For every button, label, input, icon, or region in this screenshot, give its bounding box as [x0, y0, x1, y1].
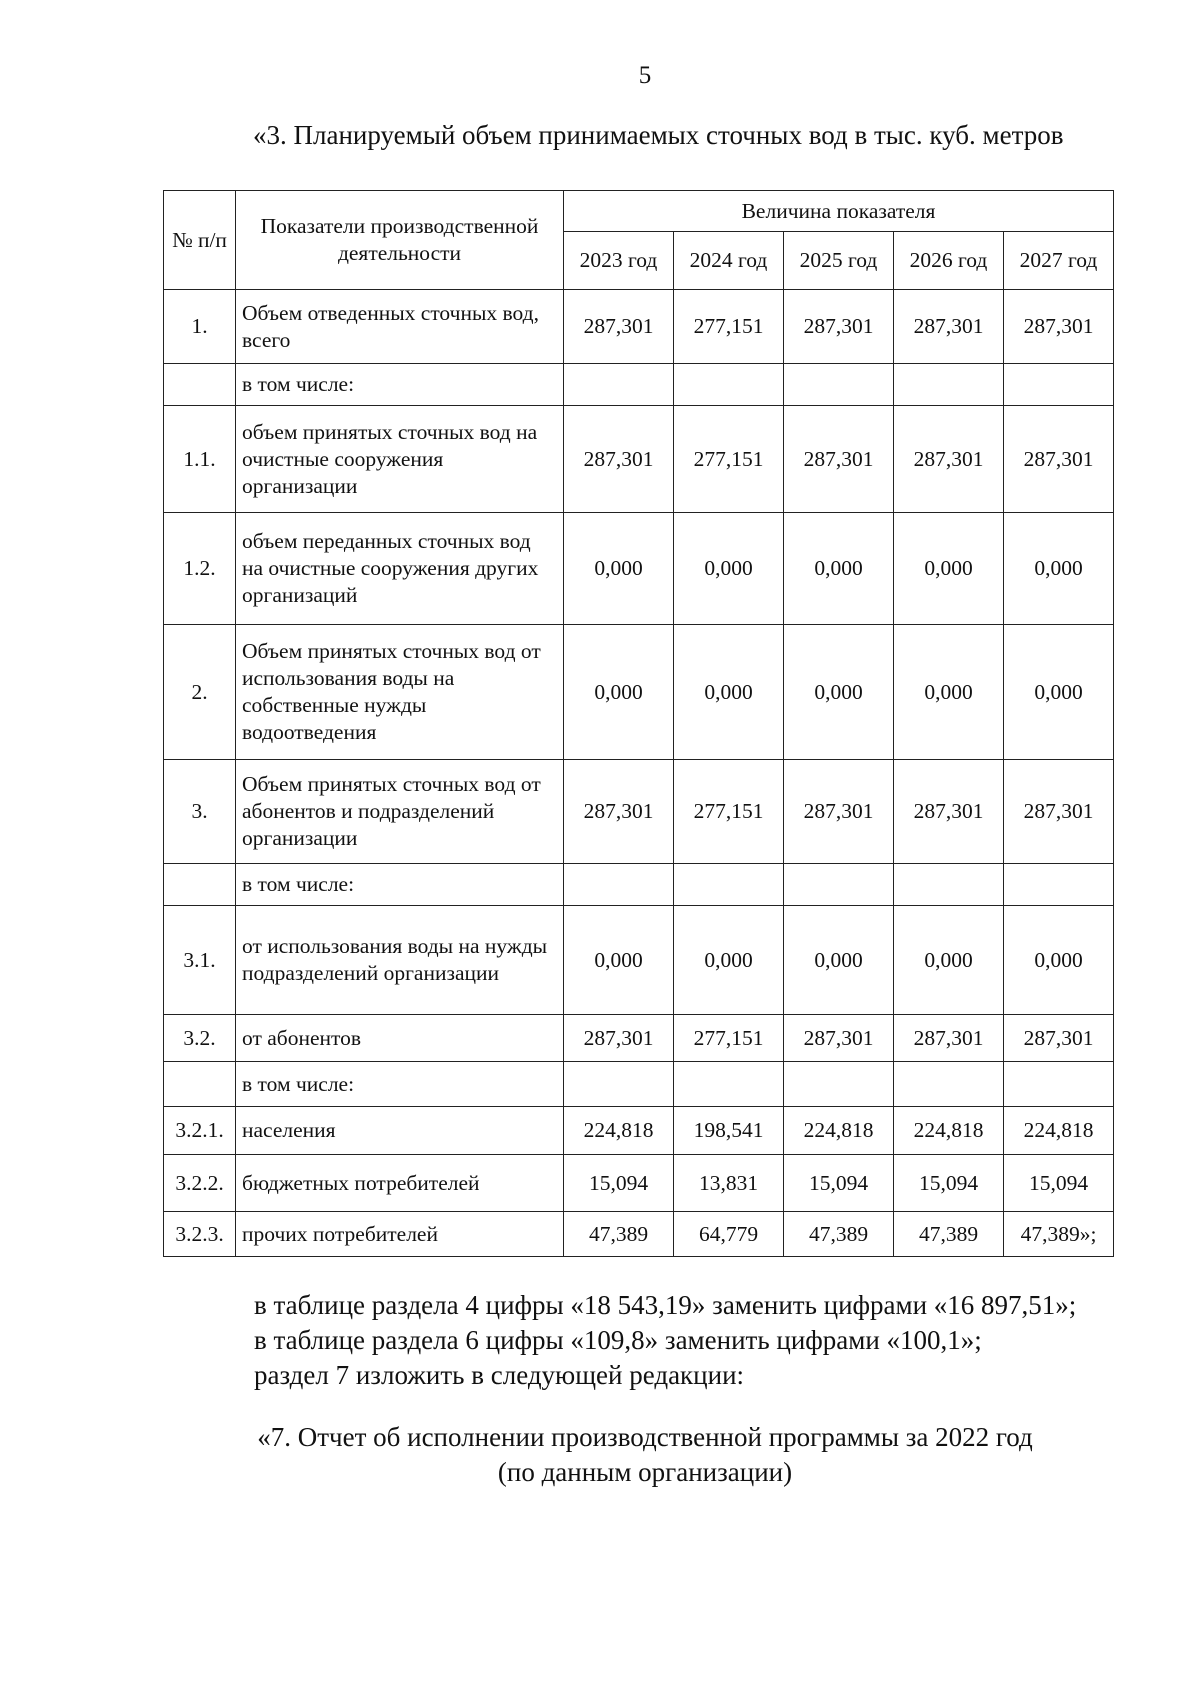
- row-value: 0,000: [564, 513, 674, 625]
- row-number: 3.2.3.: [164, 1212, 236, 1257]
- table-row: [164, 625, 1114, 760]
- table-row: [164, 1107, 1114, 1155]
- row-value: 287,301: [894, 406, 1004, 513]
- row-value: [894, 1062, 1004, 1107]
- row-label: в том числе:: [236, 864, 564, 906]
- row-value: 224,818: [564, 1107, 674, 1155]
- row-value: [784, 1062, 894, 1107]
- row-number: 2.: [164, 625, 236, 760]
- row-number: 3.2.2.: [164, 1155, 236, 1212]
- row-value: 0,000: [894, 906, 1004, 1015]
- header-num: № п/п: [164, 191, 236, 290]
- section7-heading: [0, 1420, 1200, 1490]
- header-year: 2025 год: [784, 232, 894, 290]
- row-value: 224,818: [784, 1107, 894, 1155]
- row-value: 287,301: [784, 1015, 894, 1062]
- row-label: прочих потребителей: [236, 1212, 564, 1257]
- row-value: 287,301: [894, 1015, 1004, 1062]
- table-title: «3. Планируемый объем принимаемых сточных вод в тыс. куб. метров: [253, 120, 1064, 150]
- row-value: 0,000: [894, 513, 1004, 625]
- row-value: 287,301: [564, 760, 674, 864]
- section7-title: «7. Отчет об исполнении производственной программы за 2022 год: [257, 1422, 1033, 1452]
- row-number: 3.2.1.: [164, 1107, 236, 1155]
- row-number: 1.: [164, 290, 236, 364]
- row-label: Объем отведенных сточных вод, всего: [236, 290, 564, 364]
- row-number: 3.1.: [164, 906, 236, 1015]
- row-value: 287,301: [784, 760, 894, 864]
- row-label: объем переданных сточных вод на очистные сооружения других организаций: [236, 513, 564, 625]
- table-row: [164, 290, 1114, 364]
- row-label: Объем принятых сточных вод от абонентов и подразделений организации: [236, 760, 564, 864]
- page-number: 5: [638, 62, 652, 89]
- row-value: [564, 364, 674, 406]
- row-number: 3.2.: [164, 1015, 236, 1062]
- amendment-text: [254, 1288, 1076, 1393]
- row-value: [564, 864, 674, 906]
- row-value: [1004, 1062, 1114, 1107]
- row-label: в том числе:: [236, 1062, 564, 1107]
- row-value: 47,389: [784, 1212, 894, 1257]
- section7-subtitle: (по данным организации): [497, 1457, 793, 1487]
- row-value: 13,831: [674, 1155, 784, 1212]
- row-value: 277,151: [674, 1015, 784, 1062]
- row-value: 47,389»;: [1004, 1212, 1114, 1257]
- row-number: 1.2.: [164, 513, 236, 625]
- row-value: 0,000: [1004, 625, 1114, 760]
- row-value: 0,000: [894, 625, 1004, 760]
- row-value: [674, 364, 784, 406]
- table-row: [164, 513, 1114, 625]
- table-row: [164, 364, 1114, 406]
- row-value: 287,301: [1004, 290, 1114, 364]
- row-value: 287,301: [784, 406, 894, 513]
- row-value: 15,094: [1004, 1155, 1114, 1212]
- row-value: 15,094: [784, 1155, 894, 1212]
- row-value: [1004, 364, 1114, 406]
- row-value: 287,301: [894, 290, 1004, 364]
- row-value: 15,094: [564, 1155, 674, 1212]
- row-label: в том числе:: [236, 364, 564, 406]
- row-value: 0,000: [1004, 906, 1114, 1015]
- row-value: 0,000: [674, 906, 784, 1015]
- row-value: 287,301: [564, 1015, 674, 1062]
- row-value: 0,000: [784, 625, 894, 760]
- row-value: 198,541: [674, 1107, 784, 1155]
- row-number: 3.: [164, 760, 236, 864]
- row-number: [164, 864, 236, 906]
- row-label: объем принятых сточных вод на очистные сооружения организации: [236, 406, 564, 513]
- row-value: 287,301: [1004, 760, 1114, 864]
- row-value: 277,151: [674, 290, 784, 364]
- row-value: 224,818: [1004, 1107, 1114, 1155]
- row-value: 0,000: [564, 906, 674, 1015]
- row-value: 287,301: [1004, 1015, 1114, 1062]
- row-label: населения: [236, 1107, 564, 1155]
- row-value: [564, 1062, 674, 1107]
- row-value: 287,301: [784, 290, 894, 364]
- amendment-line: в таблице раздела 4 цифры «18 543,19» заменить цифрами «16 897,51»;: [254, 1290, 1077, 1320]
- table-row: [164, 1155, 1114, 1212]
- row-value: [894, 864, 1004, 906]
- amendment-line: раздел 7 изложить в следующей редакции:: [254, 1360, 745, 1390]
- indicators-table: [163, 190, 1114, 1257]
- row-value: 287,301: [1004, 406, 1114, 513]
- table-row: [164, 760, 1114, 864]
- row-value: [674, 1062, 784, 1107]
- row-value: 47,389: [894, 1212, 1004, 1257]
- row-value: 0,000: [1004, 513, 1114, 625]
- row-number: [164, 364, 236, 406]
- row-value: 0,000: [674, 513, 784, 625]
- table-row: [164, 906, 1114, 1015]
- table-row: [164, 1212, 1114, 1257]
- row-value: [784, 364, 894, 406]
- row-value: [784, 864, 894, 906]
- row-label: от абонентов: [236, 1015, 564, 1062]
- row-number: 1.1.: [164, 406, 236, 513]
- row-value: 15,094: [894, 1155, 1004, 1212]
- row-label: от использования воды на нужды подразделений организации: [236, 906, 564, 1015]
- header-year: 2023 год: [564, 232, 674, 290]
- row-value: 0,000: [564, 625, 674, 760]
- row-value: 287,301: [894, 760, 1004, 864]
- header-year: 2026 год: [894, 232, 1004, 290]
- table-row: [164, 406, 1114, 513]
- row-value: [674, 864, 784, 906]
- row-value: 0,000: [784, 513, 894, 625]
- row-value: [894, 364, 1004, 406]
- row-value: 287,301: [564, 406, 674, 513]
- table-row: [164, 1062, 1114, 1107]
- row-value: 0,000: [784, 906, 894, 1015]
- row-value: 224,818: [894, 1107, 1004, 1155]
- header-value-group: Величина показателя: [564, 191, 1114, 232]
- row-number: [164, 1062, 236, 1107]
- row-value: [1004, 864, 1114, 906]
- header-year: 2024 год: [674, 232, 784, 290]
- row-label: бюджетных потребителей: [236, 1155, 564, 1212]
- row-value: 277,151: [674, 760, 784, 864]
- row-value: 64,779: [674, 1212, 784, 1257]
- amendment-line: в таблице раздела 6 цифры «109,8» заменить цифрами «100,1»;: [254, 1325, 982, 1355]
- header-indicator: Показатели производственной деятельности: [236, 191, 564, 290]
- row-value: 47,389: [564, 1212, 674, 1257]
- row-value: 0,000: [674, 625, 784, 760]
- row-value: 277,151: [674, 406, 784, 513]
- table-row: [164, 1015, 1114, 1062]
- row-value: 287,301: [564, 290, 674, 364]
- table-row: [164, 864, 1114, 906]
- row-label: Объем принятых сточных вод от использования воды на собственные нужды водоотведения: [236, 625, 564, 760]
- header-year: 2027 год: [1004, 232, 1114, 290]
